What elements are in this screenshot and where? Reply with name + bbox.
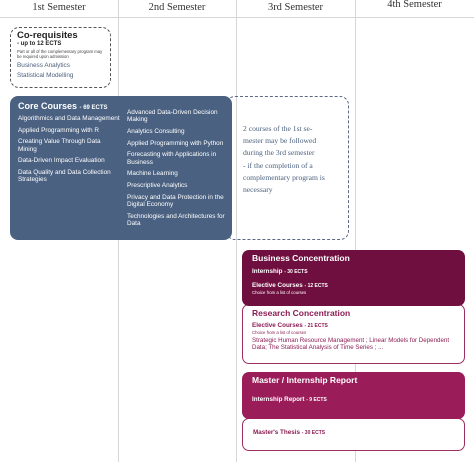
core-course-item: Forecasting with Applications in Business [127, 151, 217, 166]
corequisites-title: Co-requisites [17, 30, 78, 41]
business-choice-note: Choice from a list of courses [252, 290, 307, 295]
corequisite-item: Business Analytics [17, 62, 70, 69]
core-course-item: Technologies and Architectures for Data [127, 212, 225, 227]
note-line: during the 3rd semester [243, 148, 315, 158]
core-course-item: Privacy and Data Protection in the Digital Economy [127, 193, 224, 208]
corequisites-limit: - up to 12 ECTS [17, 41, 62, 47]
research-elective-ects: - 21 ECTS [304, 323, 328, 329]
core-course-item: Data-Driven Impact Evaluation [18, 157, 105, 165]
business-concentration-box [242, 250, 465, 306]
core-courses-right-column [127, 109, 229, 231]
core-courses-label: Core Courses [18, 101, 78, 111]
master-internship-report-box [242, 372, 465, 419]
research-concentration-box [242, 304, 465, 364]
masters-thesis-line [253, 429, 454, 437]
core-course-item: Applied Programming with Python [127, 139, 224, 147]
research-course-list: Strategic Human Resource Management ; Linear Models for Dependent Data; The Statistical Analysis of Time Series ; ... [252, 337, 450, 352]
business-elective-line [252, 282, 455, 290]
semester-shift-note [226, 96, 349, 240]
business-internship-label: Internship [252, 268, 283, 275]
corequisites-box [10, 27, 111, 88]
note-line: mester may be followed [243, 136, 317, 146]
master-internship-report-title: Master / Internship Report [252, 375, 358, 385]
internship-report-line [252, 396, 455, 404]
business-concentration-title: Business Concentration [252, 253, 350, 263]
note-line: 2 courses of the 1st se- [243, 124, 313, 133]
core-courses-left-column [18, 115, 120, 188]
core-course-item: Creating Value Through Data Mining [18, 138, 101, 153]
core-course-item: Analytics Consulting [127, 127, 185, 135]
semester-header-1: 1st Semester [32, 2, 86, 13]
research-elective-line [252, 322, 455, 330]
core-course-item: Machine Learning [127, 170, 178, 178]
core-course-item: Applied Programming with R [18, 126, 99, 134]
masters-thesis-ects: - 30 ECTS [301, 430, 326, 436]
semester-header-3: 3rd Semester [267, 2, 324, 13]
research-elective-label: Elective Courses [252, 322, 303, 329]
core-courses-box [10, 96, 232, 240]
note-line: complementary program is [243, 172, 325, 182]
semester-header-2: 2nd Semester [148, 2, 206, 13]
research-concentration-title: Research Concentration [252, 308, 351, 318]
research-choice-note: Choice from a list of courses [252, 330, 307, 335]
note-line: - if the completion of a [243, 160, 313, 170]
core-courses-ects: - 69 ECTS [79, 105, 108, 111]
business-elective-label: Elective Courses [252, 282, 303, 289]
core-course-item: Algorithmics and Data Management [18, 115, 120, 122]
corequisites-note: Part or all of the complementary program may be required upon admission [17, 49, 103, 59]
business-internship-ects: - 30 ECTS [284, 269, 308, 275]
business-elective-ects: - 12 ECTS [304, 283, 328, 289]
core-course-item: Data Quality and Data Collection Strategies [18, 169, 111, 184]
internship-report-ects: - 9 ECTS [306, 397, 327, 403]
masters-thesis-label: Master's Thesis [253, 429, 300, 436]
internship-report-label: Internship Report [252, 396, 305, 403]
business-internship-line [252, 268, 455, 276]
note-line: necessary [243, 185, 273, 195]
core-course-item: Advanced Data-Driven Decision Making [127, 109, 218, 124]
core-course-item: Prescriptive Analytics [127, 181, 188, 189]
masters-thesis-box [242, 418, 465, 451]
corequisite-item: Statistical Modelling [17, 72, 74, 79]
semester-header-4: 4th Semester [387, 0, 442, 10]
